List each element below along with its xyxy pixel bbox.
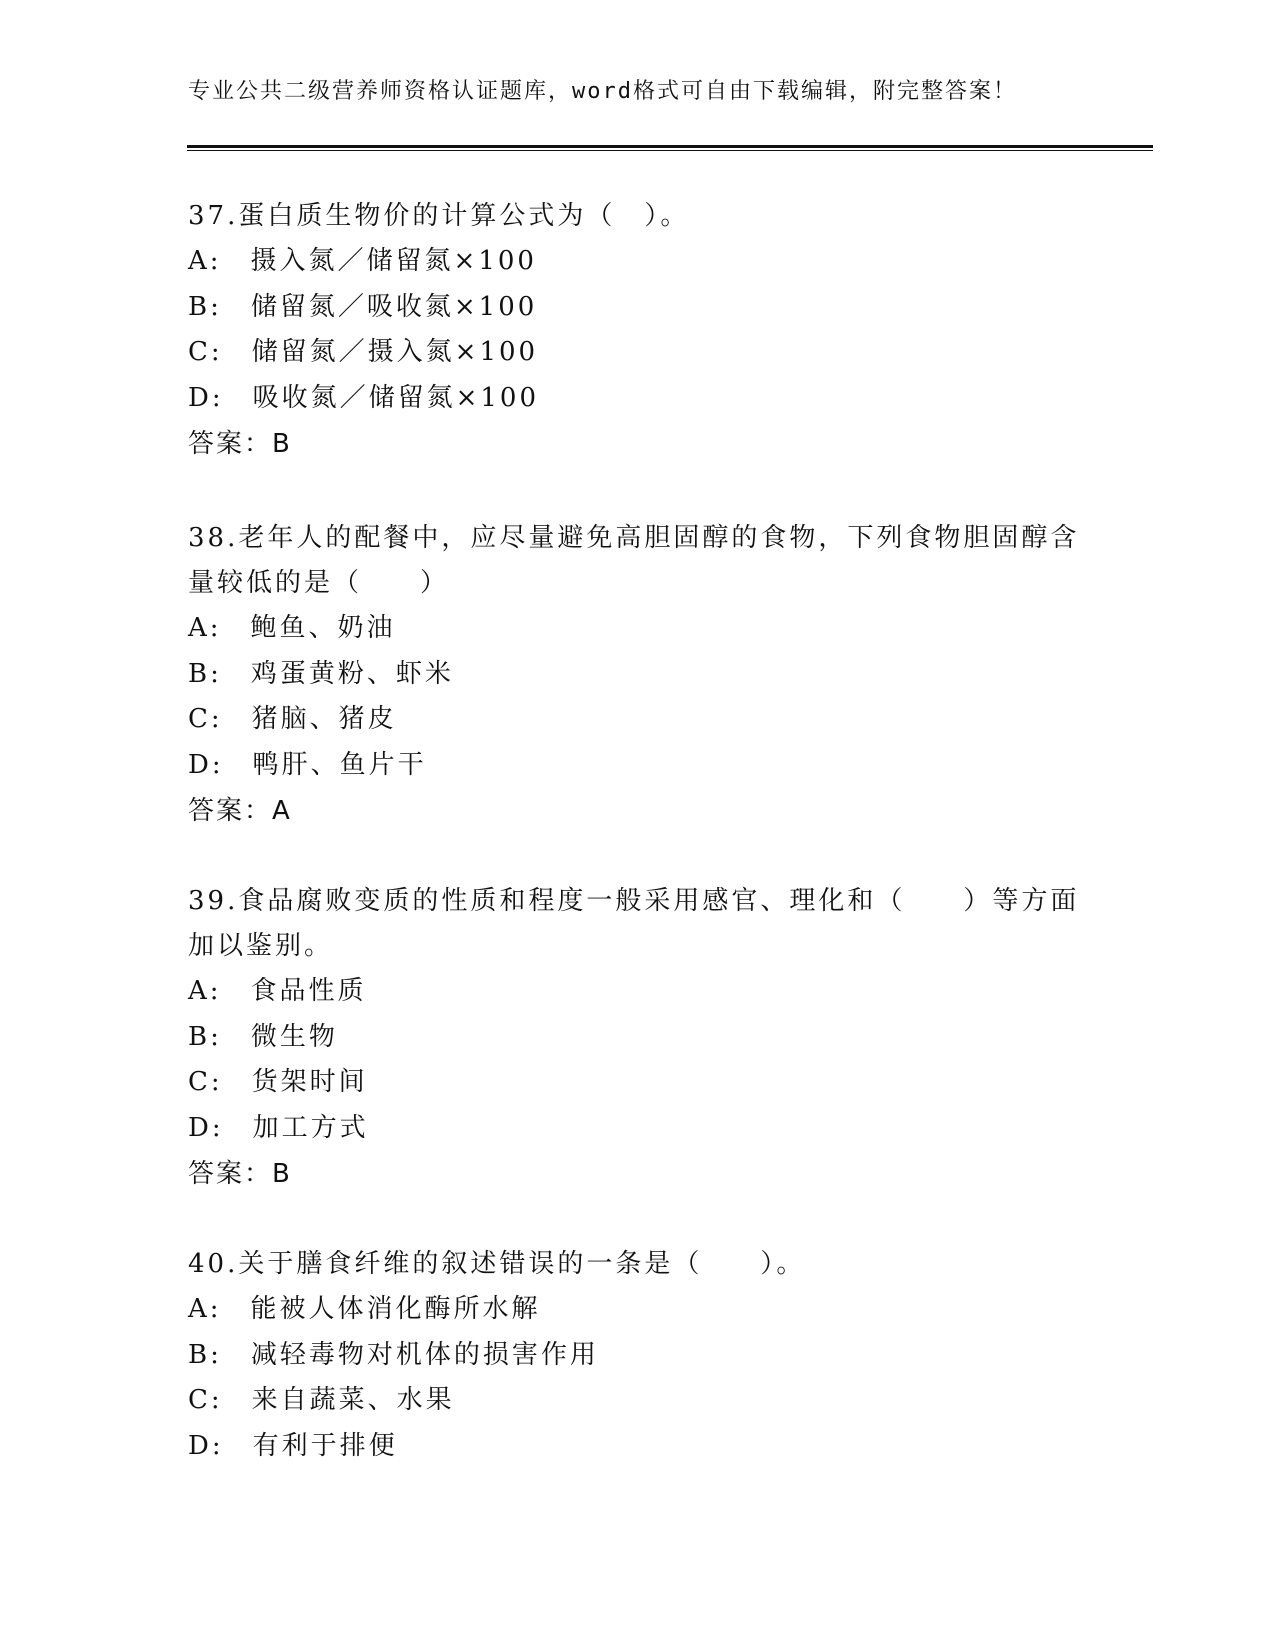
option-b: B: 减轻毒物对机体的损害作用 xyxy=(188,1339,599,1370)
option-d: D: 加工方式 xyxy=(188,1112,369,1143)
header-divider xyxy=(187,145,1153,148)
option-a: A: 鲍鱼、奶油 xyxy=(188,613,396,643)
option-a: A: 摄入氮／储留氮×100 xyxy=(188,246,537,276)
page-header: 专业公共二级营养师资格认证题库，word格式可自由下载编辑，附完整答案！ xyxy=(188,79,1017,104)
question-stem: 40.关于膳食纤维的叙述错误的一条是（ ）。 xyxy=(188,1249,806,1279)
option-a: A: 食品性质 xyxy=(188,976,367,1006)
option-b: B: 鸡蛋黄粉、虾米 xyxy=(188,658,454,689)
question-40 xyxy=(188,1242,1088,1469)
answer: 答案：B xyxy=(188,1159,292,1189)
option-b: B: 微生物 xyxy=(188,1021,338,1052)
option-b: B: 储留氮／吸收氮×100 xyxy=(188,291,538,322)
answer: 答案：A xyxy=(188,796,292,826)
header-divider-thin xyxy=(187,150,1153,151)
option-a: A: 能被人体消化酶所水解 xyxy=(188,1294,541,1324)
answer: 答案：B xyxy=(188,429,292,459)
question-stem: 39.食品腐败变质的性质和程度一般采用感官、理化和（ ）等方面加以鉴别。 xyxy=(188,886,1080,961)
question-stem: 37.蛋白质生物价的计算公式为（ ）。 xyxy=(188,201,690,231)
question-stem: 38.老年人的配餐中，应尽量避免高胆固醇的食物，下列食物胆固醇含量较低的是（ ） xyxy=(188,523,1080,598)
option-d: D: 有利于排便 xyxy=(188,1430,398,1461)
option-c: C: 猪脑、猪皮 xyxy=(188,704,397,734)
option-c: C: 储留氮／摄入氮×100 xyxy=(188,337,539,367)
option-d: D: 吸收氮／储留氮×100 xyxy=(188,382,540,413)
option-c: C: 货架时间 xyxy=(188,1067,368,1097)
question-37 xyxy=(188,194,1088,467)
question-39 xyxy=(188,879,1088,1197)
option-d: D: 鸭肝、鱼片干 xyxy=(188,749,427,780)
option-c: C: 来自蔬菜、水果 xyxy=(188,1385,455,1415)
question-38 xyxy=(188,516,1088,834)
